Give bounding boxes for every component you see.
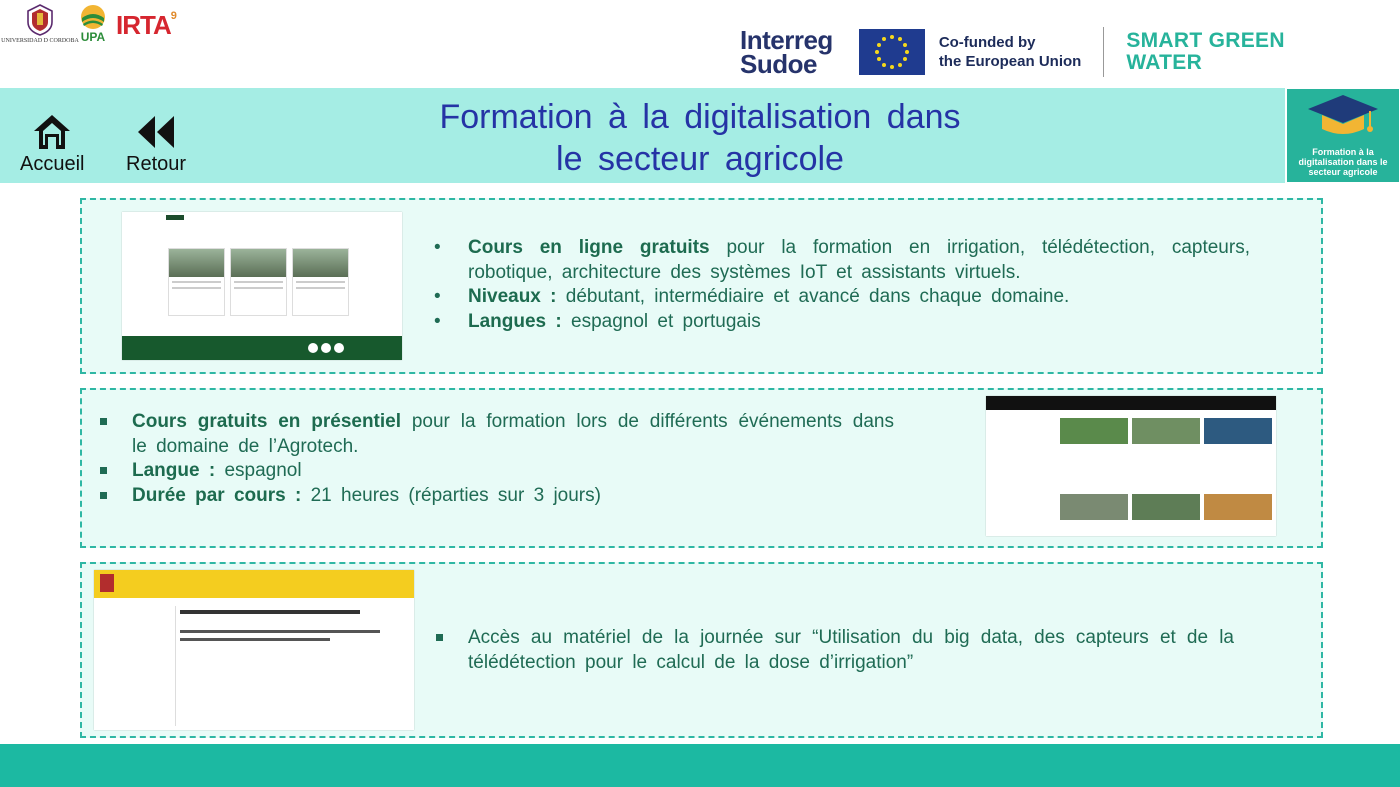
irta-logo: IRTA$^9$ bbox=[116, 10, 176, 40]
logo-divider bbox=[1103, 27, 1104, 77]
graduation-cap-icon bbox=[1306, 93, 1380, 143]
partner-logos-right bbox=[740, 26, 1285, 78]
interreg-logo: Interreg Sudoe bbox=[740, 25, 833, 79]
list-item: Cours gratuits en présentiel pour la formation lors de différents événements dans le domaine de l’Agrotech. bbox=[98, 410, 894, 459]
uco-logo: UNIVERSIDAD D CORDOBA bbox=[10, 4, 70, 50]
home-icon bbox=[32, 113, 72, 151]
in-person-courses-section bbox=[80, 388, 1323, 548]
uco-crest-icon bbox=[25, 4, 55, 36]
agrotech-program-screenshot[interactable] bbox=[986, 396, 1276, 536]
page-title: Formation à la digitalisation dans le secteur agricole bbox=[439, 98, 961, 178]
header-band bbox=[0, 88, 1285, 183]
online-courses-section bbox=[80, 198, 1323, 374]
footer-band bbox=[0, 744, 1400, 787]
eu-cofunded-text: Co-funded by the European Union bbox=[938, 34, 1082, 70]
course-badge: Formation à la digitalisation dans le secteur agricole bbox=[1287, 89, 1399, 182]
in-person-courses-list bbox=[98, 410, 894, 508]
upa-sun-icon bbox=[80, 4, 106, 30]
online-courses-list bbox=[434, 236, 1250, 334]
list-item: Langue : espagnol bbox=[98, 459, 894, 484]
smart-green-water-logo: SMART GREEN WATER bbox=[1126, 29, 1285, 74]
list-item: • Langues : espagnol et portugais bbox=[434, 310, 1250, 335]
home-button[interactable] bbox=[20, 113, 84, 176]
hiba-platform-screenshot[interactable] bbox=[122, 212, 402, 360]
list-item: Durée par cours : 21 heures (réparties sur 3 jours) bbox=[98, 484, 894, 509]
back-button[interactable] bbox=[126, 113, 186, 176]
upa-logo: UPA bbox=[78, 4, 108, 50]
list-item: Accès au matériel de la journée sur “Utilisation du big data, des capteurs et de la télédétection pour le calcul de la dose d’irrigation” bbox=[434, 626, 1234, 675]
home-label: Accueil bbox=[20, 153, 85, 175]
training-material-list bbox=[434, 626, 1234, 675]
partner-logos-left bbox=[1, 4, 176, 50]
list-item: • Niveaux : débutant, intermédiaire et avancé dans chaque domaine. bbox=[434, 285, 1250, 310]
rewind-icon bbox=[136, 113, 176, 151]
back-label: Retour bbox=[126, 153, 187, 175]
training-material-section bbox=[80, 562, 1323, 738]
eu-flag-icon bbox=[859, 29, 925, 75]
ministry-document-screenshot[interactable] bbox=[94, 570, 414, 730]
list-item: • Cours en ligne gratuits pour la formation en irrigation, télédétection, capteurs, robotique, architecture des systèmes IoT et assistants virtuels. bbox=[434, 236, 1250, 285]
